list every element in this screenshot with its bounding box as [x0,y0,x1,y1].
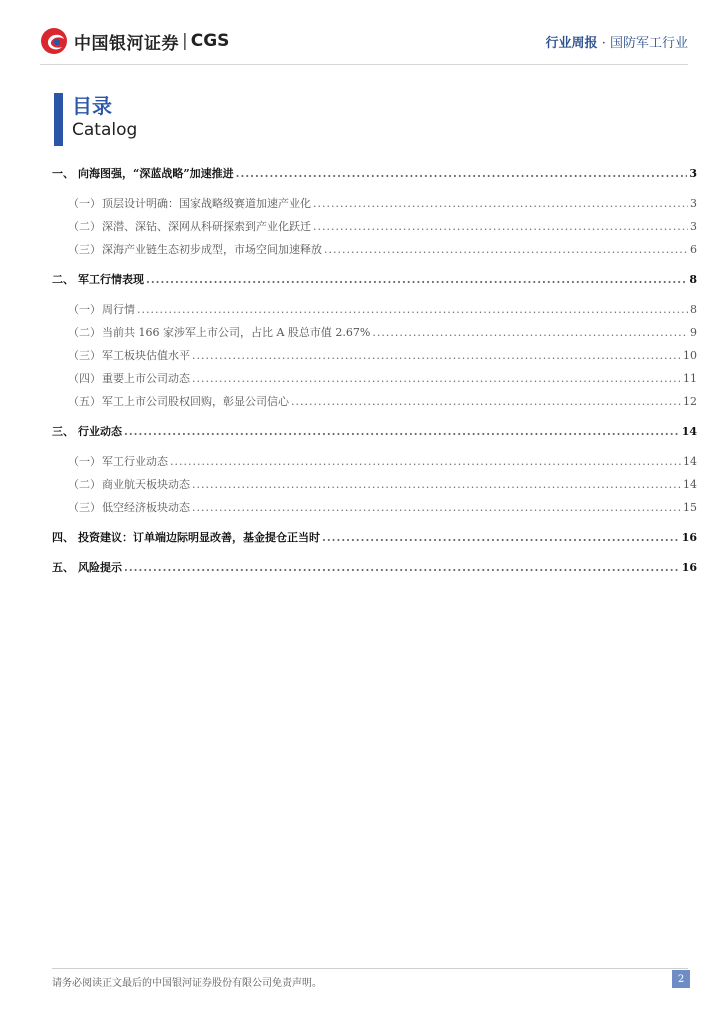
toc-leader [192,372,681,385]
toc-leader [236,167,688,180]
toc-leader [170,455,681,468]
toc-leader [124,425,680,438]
toc-number: 五、 [52,561,74,574]
brand-name-cn: 中国银河证券 [74,33,179,54]
toc-leader [372,326,688,339]
toc-entry[interactable] [52,271,697,287]
toc-entry[interactable] [52,529,697,545]
toc-page: 3 [690,197,697,210]
toc-number: （一） [68,455,101,468]
toc-leader [192,478,681,491]
toc-leader [137,303,688,316]
toc-title: 军工板块估值水平 [102,349,190,362]
toc-leader [192,349,681,362]
toc-page: 15 [683,501,697,514]
toc-entry[interactable] [52,476,697,492]
toc-entry[interactable] [52,241,697,257]
toc-title: 顶层设计明确：国家战略级赛道加速产业化 [102,197,311,210]
toc-number: （一） [68,197,101,210]
toc-number: （一） [68,303,101,316]
toc-title: 行业动态 [78,425,122,438]
toc-number: 四、 [52,531,74,544]
toc-leader [192,501,681,514]
toc-title: 低空经济板块动态 [102,501,190,514]
toc-title: 商业航天板块动态 [102,478,190,491]
category-dot: · [601,36,606,51]
toc-title: 重要上市公司动态 [102,372,190,385]
toc-page: 16 [681,561,697,574]
toc-title: 周行情 [102,303,135,316]
toc-entry[interactable] [52,195,697,211]
toc-number: 一、 [52,167,74,180]
page-title-en: Catalog [72,120,138,140]
toc-page: 12 [683,395,697,408]
toc-entry[interactable] [52,499,697,515]
toc-page: 14 [683,455,697,468]
toc-page: 3 [690,220,697,233]
company-logo [40,27,229,55]
toc-page: 16 [681,531,697,544]
toc-entry[interactable] [52,559,697,575]
toc-entry[interactable] [52,393,697,409]
cgs-logo-icon [40,27,70,55]
toc-entry[interactable] [52,453,697,469]
toc-page: 11 [683,372,697,385]
page-number: 2 [672,970,690,988]
toc-number: （二） [68,220,101,233]
header-divider [40,64,688,65]
toc-page: 14 [683,478,697,491]
toc-page: 10 [683,349,697,362]
toc-title: 深海产业链生态初步成型，市场空间加速释放 [102,243,322,256]
toc-title: 军工行业动态 [102,455,168,468]
toc-number: （二） [68,326,101,339]
toc-entry[interactable] [52,423,697,439]
toc-entry[interactable] [52,165,697,181]
brand-separator: | [182,31,188,51]
toc-page: 8 [690,303,697,316]
title-accent-bar [54,93,63,146]
toc-number: （五） [68,395,101,408]
report-category [546,32,688,51]
toc-leader [291,395,681,408]
toc-page: 14 [681,425,697,438]
toc-page: 8 [689,273,697,286]
toc-title: 当前共 166 家涉军上市公司，占比 A 股总市值 2.67% [102,326,371,339]
toc-leader [313,197,688,210]
toc-number: （四） [68,372,101,385]
toc-page: 3 [689,167,697,180]
page-title-cn: 目录 [72,94,112,118]
footer-divider [52,968,688,969]
toc-entry[interactable] [52,347,697,363]
brand-name-en: CGS [190,31,230,51]
toc-page: 9 [690,326,697,339]
toc-entry[interactable] [52,301,697,317]
toc-entry[interactable] [52,218,697,234]
toc-leader [146,273,687,286]
toc-page: 6 [690,243,697,256]
toc-title: 风险提示 [78,561,122,574]
toc-entry[interactable] [52,370,697,386]
toc-number: （三） [68,243,101,256]
toc-title: 投资建议：订单端边际明显改善，基金提仓正当时 [78,531,320,544]
toc-leader [313,220,688,233]
toc-leader [322,531,680,544]
toc-number: （二） [68,478,101,491]
industry-name: 国防军工行业 [609,36,688,51]
toc-leader [324,243,688,256]
toc-entry[interactable] [52,324,697,340]
toc-number: （三） [68,349,101,362]
toc-title: 军工行情表现 [78,273,144,286]
toc-number: 三、 [52,425,74,438]
toc-title: 军工上市公司股权回购，彰显公司信心 [102,395,289,408]
toc-leader [124,561,680,574]
toc-title: 深潜、深钻、深网从科研探索到产业化跃迁 [102,220,311,233]
report-type: 行业周报 [545,36,598,51]
toc-number: 二、 [52,273,74,286]
toc-title: 向海图强，“深蓝战略”加速推进 [78,167,234,180]
footer-disclaimer: 请务必阅读正文最后的中国银河证券股份有限公司免责声明。 [52,978,322,989]
toc-number: （三） [68,501,101,514]
